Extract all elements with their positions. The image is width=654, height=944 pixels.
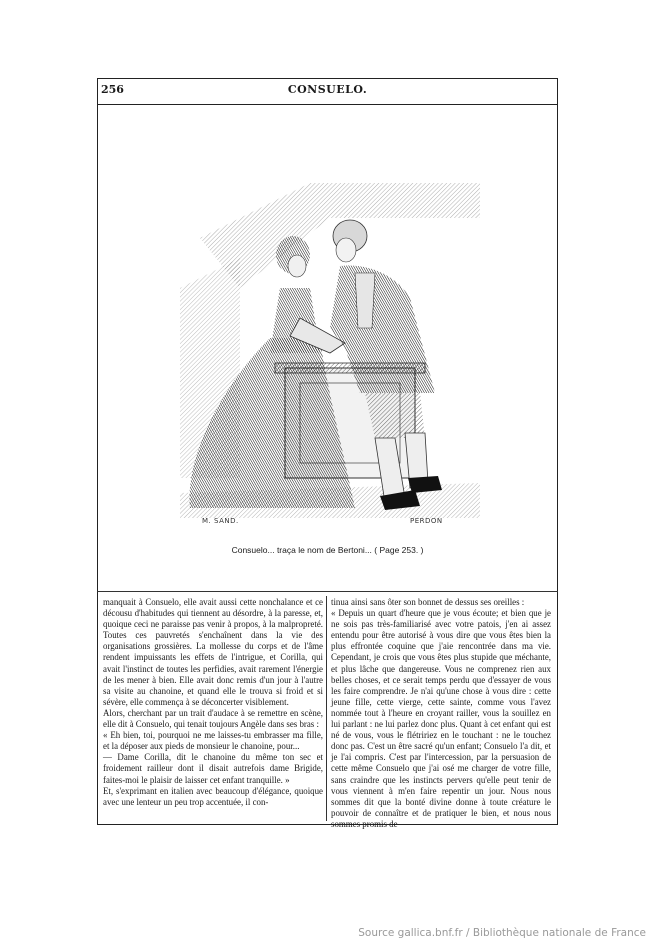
header-rule — [97, 104, 558, 105]
running-title: CONSUELO. — [287, 83, 368, 96]
page-header — [97, 80, 558, 102]
illustration-caption: Consuelo... traça le nom de Bertoni... ( Page 253. ) — [231, 545, 424, 555]
engraver-signature-right: PERDON — [410, 517, 443, 525]
column-divider — [326, 596, 327, 821]
page-number: 256 — [101, 83, 124, 96]
paragraph: Et, s'exprimant en italien avec beaucoup d'élégance, quoique avec une lenteur un peu trop accentuée, il con- — [103, 785, 323, 807]
paragraph: — Dame Corilla, dit le chanoine du même ton sec et froidement railleur dont il disait autrefois dame Brigide, faites-moi le plaisir de laisser cet enfant tranquille. » — [103, 752, 323, 785]
source-attribution: Source gallica.bnf.fr / Bibliothèque nationale de France — [358, 927, 646, 939]
text-column-left — [103, 597, 323, 821]
paragraph: « Depuis un quart d'heure que je vous écoute; et bien que je ne sois pas très-familiarisé avec votre patois, j'en ai assez entendu pour être autorisé à vous dire que vous êtes bien la plus effrontée coquine que j'aie rencontrée dans ma vie. Cependant, je crois que vous êtes plus stupide que méchante, et plus lâche que dangereuse. Vous ne comprenez rien aux belles choses, et ce serait temps perdu que d'essayer de vous les faire comprendre. Je n'ai qu'une chose à vous dire : cette jeune fille, cette vierge, cette sainte, comme vous l'avez nommée tout à l'heure en croyant railler, vous la souillez en lui parlant : ne lui parlez donc plus. Quant à cet enfant qui est né de vous, vous le flétririez en le touchant : ne le touchez donc pas. C'est un être sacré qu'un enfant; Consuelo l'a dit, et je l'ai compris. C'est par l'intercession, par la persuasion de cette même Consuelo que j'ai osé me charger de votre fille, sans craindre que les instincts pervers qu'elle peut tenir de vous viennent à m'en faire repentir un jour. Nous nous sommes dit que la bonté divine donne à toute créature le pouvoir de connaître et de pratiquer le bien, et nous nous sommes promis de — [331, 608, 551, 829]
text-column-right — [331, 597, 551, 829]
text-top-rule — [97, 591, 558, 592]
engraver-signature-left: M. SAND. — [202, 517, 239, 525]
engraving-illustration — [180, 178, 480, 528]
paragraph: Alors, cherchant par un trait d'audace à se remettre en scène, elle dit à Consuelo, qui tenait toujours Angèle dans ses bras : — [103, 707, 323, 730]
paragraph: « Eh bien, toi, pourquoi ne me laisses-tu embrasser ma fille, et la déposer aux pieds de monsieur le chanoine, pour... — [103, 730, 323, 752]
paragraph: tinua ainsi sans ôter son bonnet de dessus ses oreilles : — [331, 597, 525, 607]
paragraph: manquait à Consuelo, elle avait aussi cette nonchalance et ce décousu d'habitudes qui tiennent au désordre, à la paresse, et, quoique ceci ne paraisse pas venir à propos, à la malpropreté. Toutes ces pauvretés s'enchaînent dans la vie des organisations grossières. La mollesse du corps et de l'âme rendent impuissants les effets de l'intrigue, et Corilla, qui avait l'instinct de toutes les perfidies, avait rarement l'énergie de les mener à bien. Elle avait donc remis d'un jour à l'autre sa visite au chanoine, et quand elle le trouva si froid et si sévère, elle commença à se déconcerter visiblement. — [103, 597, 323, 707]
